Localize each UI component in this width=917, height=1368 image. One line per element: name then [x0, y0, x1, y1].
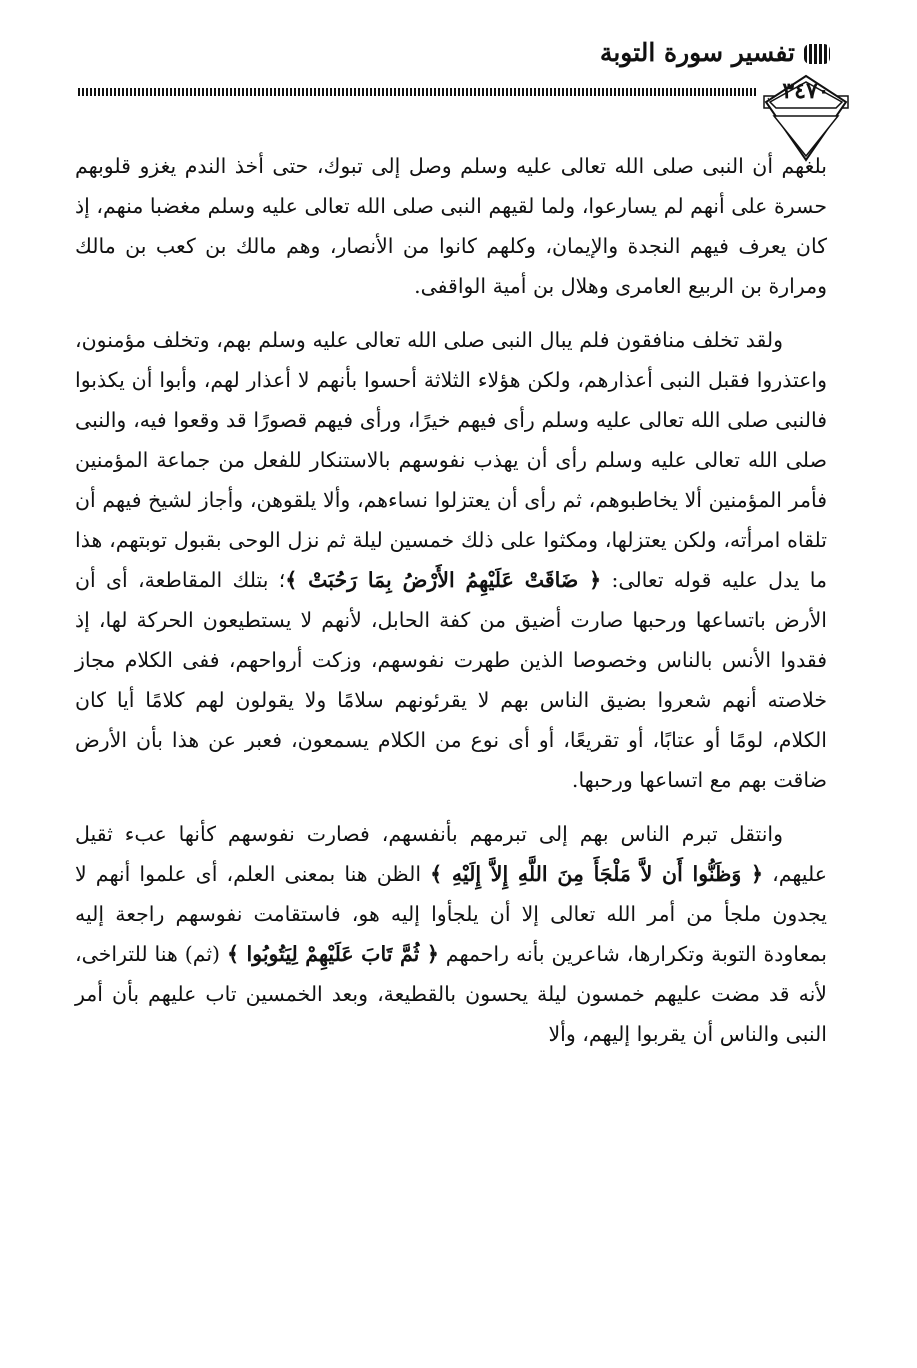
paragraph-text: ولقد تخلف منافقون فلم يبال النبى صلى الله تعالى عليه وسلم بهم، وتخلف مؤمنون، واعتذروا فقبل النبى أعذارهم، ولكن هؤلاء الثلاثة أحسوا بأنهم لا أعذار لهم، وأبوا أن يكذبوا فالنبى صلى الله تعالى عليه وسلم رأى فيهم خيرًا، ورأى فيهم قصورًا قد وقعوا فيه، والنبى صلى الله تعالى عليه وسلم رأى أن يهذب نفوسهم بالاستنكار للفعل من جماعة المؤمنين فأمر المؤمنين ألا يخاطبوهم، ثم رأى أن يعتزلوا نساءهم، وألا يلقوهن، وأجاز لشيخ فيهم أن تلقاه امرأته، ولكن يعتزلها، ومكثوا على ذلك خمسين ليلة ثم نزل الوحى بقبول توبتهم، هذا ما يدل عليه قوله تعالى: — [75, 328, 827, 592]
paragraph-text: (ثم) هنا للتراخى، لأنه قد مضت عليهم خمسون ليلة يحسون بالقطيعة، وبعد الخمسين تاب عليهم بأن أمر النبى والناس أن يقربوا إليهم، وألا — [75, 942, 827, 1046]
quran-verse: ﴿ وَظَنُّوا أَن لاَّ مَلْجَأَ مِنَ اللَّهِ إِلاَّ إِلَيْهِ ﴾ — [430, 862, 763, 886]
page-number: ٣٤٧٠ — [782, 78, 830, 104]
paragraph-text: الظن هنا بمعنى العلم، أى علموا أنهم لا يجدون ملجأ من أمر الله تعالى إلا أن يلجأوا إليه هو، فاستقامت نفوسهم راجعة إليه بمعاودة التوبة وتكرارها، شاعرين بأنه راحمهم — [75, 862, 827, 966]
paragraph-2 — [75, 320, 827, 800]
body-text — [75, 146, 827, 1068]
paragraph-text: وانتقل تبرم الناس بهم إلى تبرمهم بأنفسهم، فصارت نفوسهم كأنها عبء ثقيل عليهم، — [75, 822, 827, 886]
page-header — [60, 28, 840, 146]
header-rule — [78, 88, 758, 96]
paragraph-text: بلغهم أن النبى صلى الله تعالى عليه وسلم وصل إلى تبوك، حتى أخذ الندم يغزو قلوبهم حسرة على أنهم لم يسارعوا، ولما لقيهم النبى صلى الله تعالى عليه وسلم مغضبا منهم، إذ كان يعرف فيهم النجدة والإيمان، وكلهم كانوا من الأنصار، وهم مالك بن كعب بن مالك ومرارة بن الربيع العامرى وهلال بن أمية الواقفى. — [75, 154, 827, 298]
running-title: تفسير سورة التوبة — [599, 38, 795, 67]
paragraph-1 — [75, 146, 827, 306]
ornament-icon — [804, 44, 830, 64]
paragraph-text: ؛ بتلك المقاطعة، أى أن الأرض باتساعها ورحبها صارت أضيق من كفة الحابل، لأنهم لا يستطيعون الحركة لها، إذ فقدوا الأنس بالناس وخصوصا الذين طهرت نفوسهم، وزكت أرواحهم، ففى الكلام مجاز خلاصته أنهم شعروا بضيق الناس بهم لا يقرئونهم سلامًا ولا يقولون لهم كلامًا أيا كان الكلام، لومًا أو عتابًا، أو تقريعًا، أو أى نوع من الكلام يسمعون، فعبر عن هذا بأن الأرض ضاقت بهم مع اتساعها ورحبها. — [75, 568, 827, 792]
quran-verse: ﴿ ثُمَّ تَابَ عَلَيْهِمْ لِيَتُوبُوا ﴾ — [226, 942, 439, 966]
paragraph-3 — [75, 814, 827, 1054]
quran-verse: ﴿ ضَاقَتْ عَلَيْهِمُ الأَرْضُ بِمَا رَحُبَتْ ﴾ — [285, 568, 602, 592]
